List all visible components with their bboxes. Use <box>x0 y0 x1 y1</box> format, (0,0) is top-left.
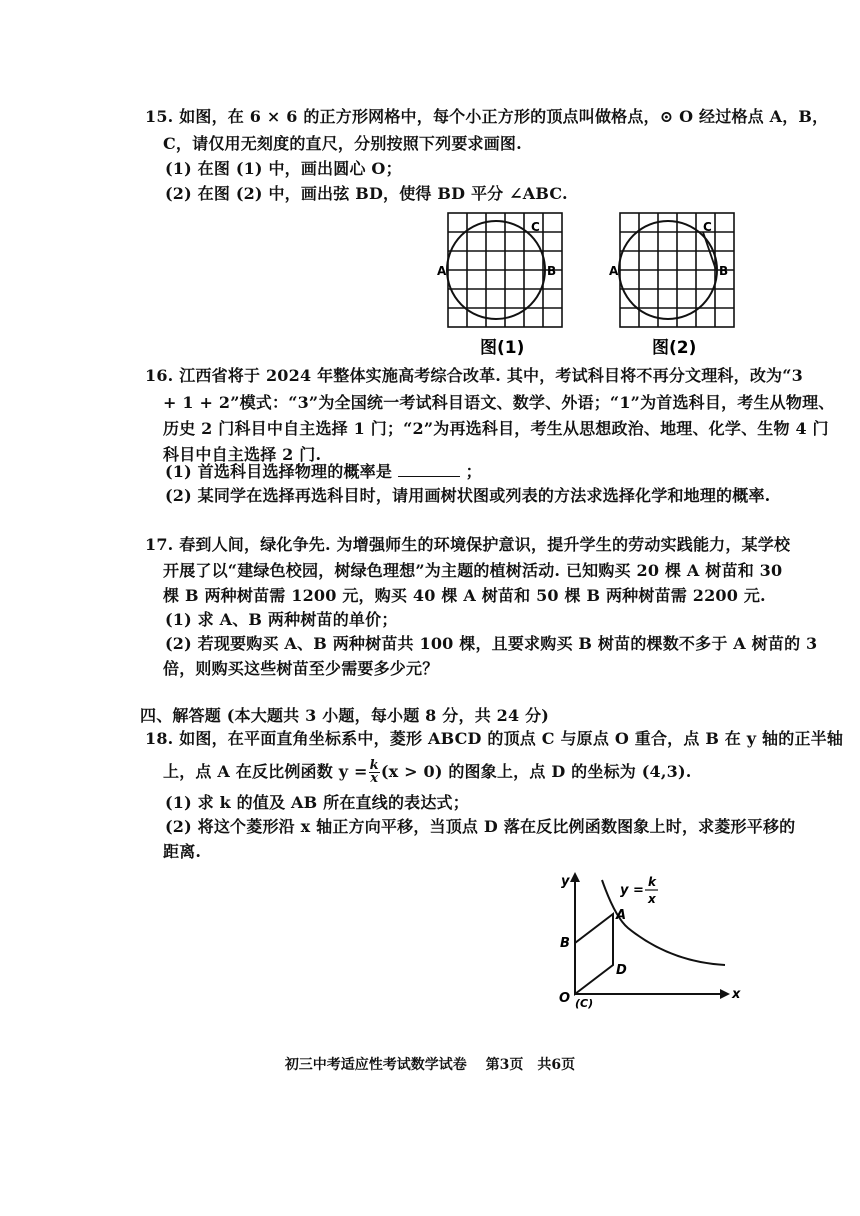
q15-part1: (1) 在图 (1) 中，画出圆心 O； <box>165 159 402 178</box>
q18-part1: (1) 求 k 的值及 AB 所在直线的表达式； <box>165 793 469 812</box>
q18-line2a: 上，点 A 在反比例函数 y = <box>163 762 368 781</box>
q17-line3: 棵 B 两种树苗需 1200 元，购买 40 棵 A 树苗和 50 棵 B 两种树苗需 2200 元. <box>163 586 766 605</box>
q16-line4: 科目中自主选择 2 门. <box>163 445 322 464</box>
q15-line2: C，请仅用无刻度的直尺，分别按照下列要求画图. <box>163 134 522 153</box>
q18-line1: 18. 如图，在平面直角坐标系中，菱形 ABCD 的顶点 C 与原点 O 重合，点 B 在 y 轴的正半轴 <box>145 729 844 748</box>
q16-line3: 历史 2 门科目中自主选择 1 门；“2”为再选科目，考生从思想政治、地理、化学、生物 4 门 <box>163 419 829 438</box>
q15-part2: (2) 在图 (2) 中，画出弦 BD，使得 BD 平分 ∠ABC. <box>165 184 568 203</box>
q17-line1: 17. 春到人间，绿化争先. 为增强师生的环境保护意识，提升学生的劳动实践能力，某学校 <box>145 535 791 554</box>
vertex-d-label: D <box>616 963 627 978</box>
fraction-k-over-x <box>369 760 380 785</box>
point-b-label-2: B <box>719 264 729 278</box>
answer-blank[interactable] <box>398 462 460 477</box>
page-footer: 初三中考适应性考试数学试卷 第3页 共6页 <box>284 1057 576 1073</box>
vertex-c-label: (C) <box>575 997 594 1010</box>
q16-part2: (2) 某同学在选择再选科目时，请用画树状图或列表的方法求选择化学和地理的概率. <box>165 486 771 505</box>
q16-part1-end: ； <box>465 462 482 481</box>
q17-part2b: 倍，则购买这些树苗至少需要多少元？ <box>163 659 439 678</box>
q18-part2a: (2) 将这个菱形沿 x 轴正方向平移，当顶点 D 落在反比例函数图象上时，求菱形平移的 <box>165 817 796 836</box>
q16-part1-row <box>165 461 482 483</box>
point-a-label-1: A <box>437 264 447 278</box>
q18-part2b: 距离. <box>163 842 202 861</box>
fraction-denominator: x <box>370 771 379 786</box>
y-axis-label: y <box>561 874 570 889</box>
function-label-denominator: x <box>648 892 656 906</box>
q18-coordinate-figure <box>550 862 750 1022</box>
q16-part1: (1) 首选科目选择物理的概率是 <box>165 462 393 481</box>
q18-line2b: (x > 0) 的图象上，点 D 的坐标为 (4,3). <box>380 762 692 781</box>
point-c-label-1: C <box>531 220 540 234</box>
point-a-label-2: A <box>609 264 619 278</box>
point-b-label-1: B <box>547 264 557 278</box>
q17-part1: (1) 求 A、B 两种树苗的单价； <box>165 610 398 629</box>
vertex-a-label: A <box>616 908 627 923</box>
q17-part2a: (2) 若现要购买 A、B 两种树苗共 100 棵，且要求购买 B 树苗的棵数不多于 A 树苗的 3 <box>165 634 818 653</box>
q15-figure-1 <box>436 208 576 360</box>
function-label-y: y = <box>620 883 644 898</box>
q15-line1: 15. 如图，在 6 × 6 的正方形网格中，每个小正方形的顶点叫做格点，⊙ O 经过格点 A，B， <box>145 107 829 126</box>
x-axis-label: x <box>732 987 741 1002</box>
section-4-title: 四、解答题 (本大题共 3 小题，每小题 8 分，共 24 分) <box>140 706 550 725</box>
origin-label: O <box>559 991 571 1006</box>
rhombus-abcd <box>575 914 613 994</box>
figure-2-caption: 图(2) <box>652 338 697 358</box>
q16-line2: + 1 + 2”模式：“3”为全国统一考试科目语文、数学、外语；“1”为首选科目，考生从物理、 <box>163 393 835 412</box>
fraction-numerator: k <box>369 758 379 773</box>
q16-line1: 16. 江西省将于 2024 年整体实施高考综合改革. 其中，考试科目将不再分文理科，改为“3 <box>145 366 803 385</box>
function-label-numerator: k <box>648 875 656 889</box>
vertex-b-label: B <box>560 936 570 951</box>
q18-line2 <box>163 760 692 785</box>
q17-line2: 开展了以“建绿色校园，树绿色理想”为主题的植树活动. 已知购买 20 棵 A 树苗和 30 <box>163 561 783 580</box>
point-c-label-2: C <box>703 220 712 234</box>
figure-1-caption: 图(1) <box>480 338 525 358</box>
q15-figure-2 <box>606 208 746 360</box>
